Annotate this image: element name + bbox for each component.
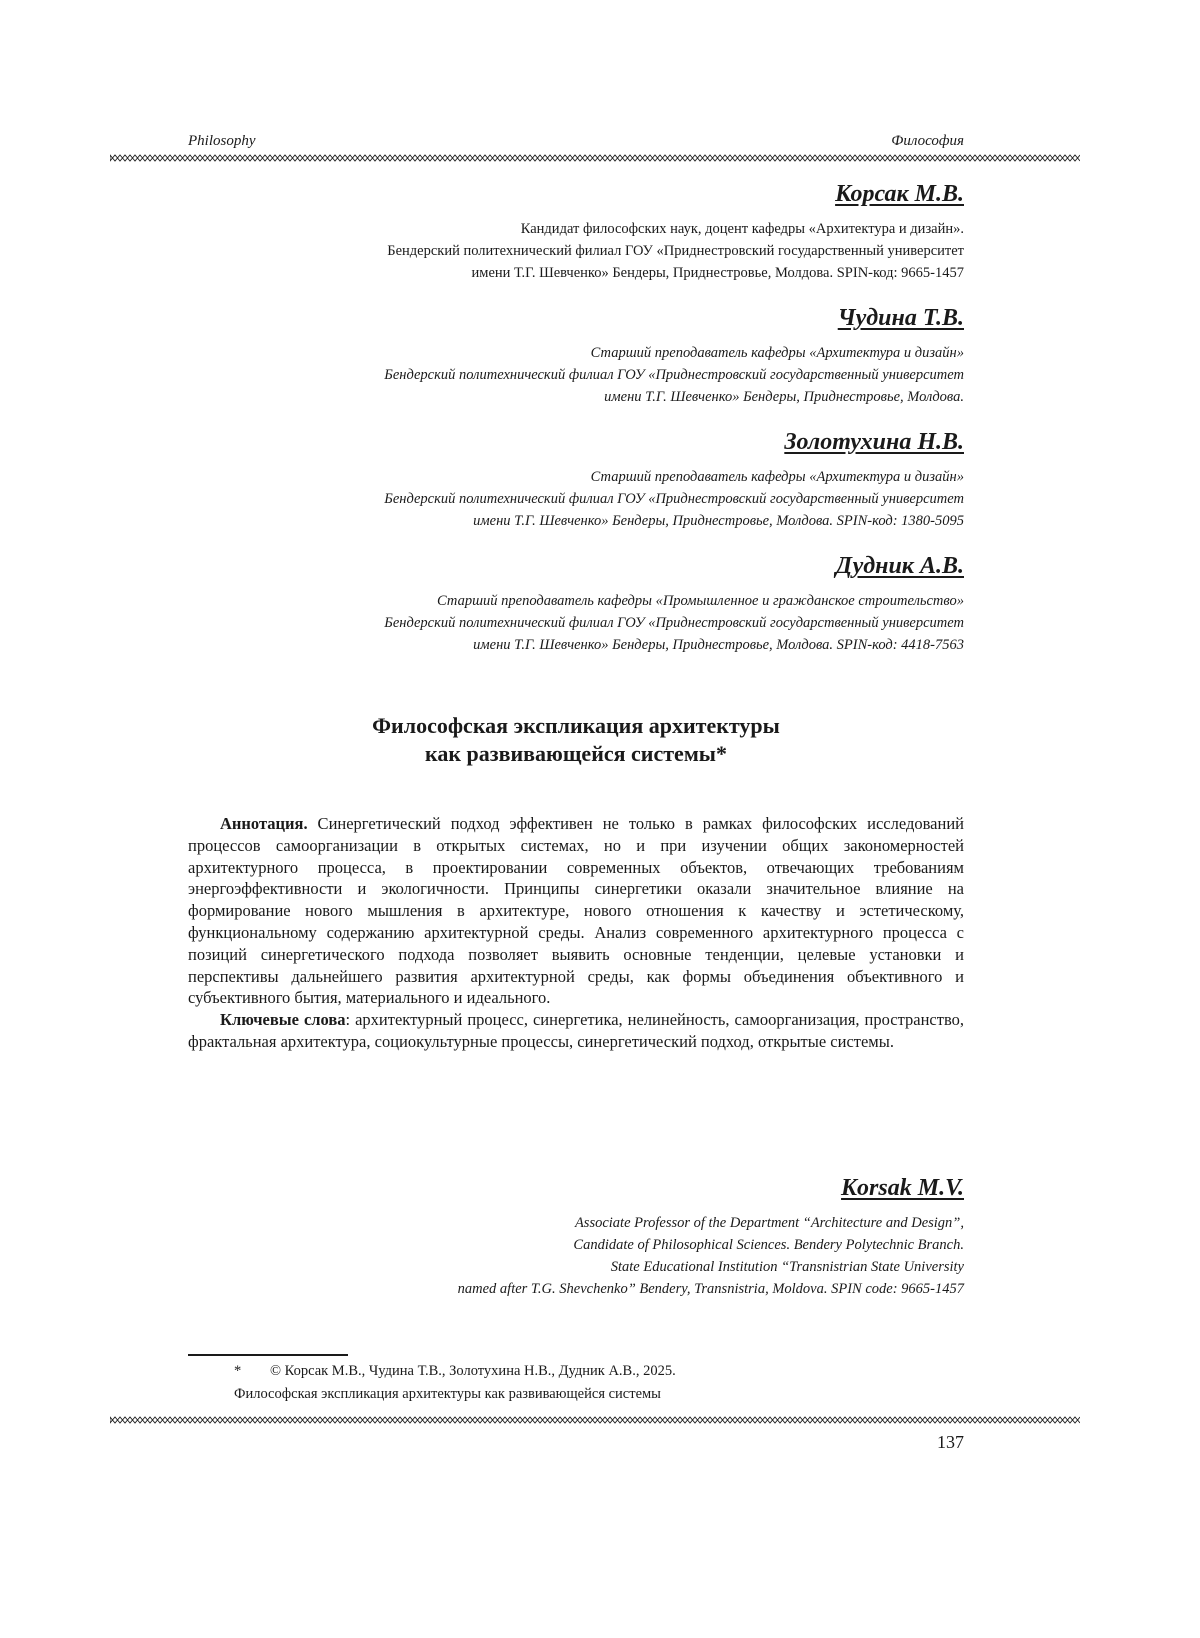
title-line-1: Философская экспликация архитектуры xyxy=(372,713,780,738)
author-name: Корсак М.В. xyxy=(835,181,964,207)
bottom-ornament-divider xyxy=(110,1415,1080,1425)
author-affiliation-line: Бендерский политехнический филиал ГОУ «Приднестровский государственный университет xyxy=(384,615,964,631)
author-affiliation-line: Старший преподаватель кафедры «Архитектура и дизайн» xyxy=(590,469,964,485)
author-block-3 xyxy=(188,428,964,532)
author-block-4 xyxy=(188,552,964,656)
footnote-mark: * xyxy=(234,1363,242,1379)
author-block-1 xyxy=(188,180,964,284)
header-right: Философия xyxy=(891,133,964,149)
footnote-title: Философская экспликация архитектуры как развивающейся системы xyxy=(234,1386,661,1402)
author-name: Korsak M.V. xyxy=(841,1175,964,1201)
footnote-copyright: © Корсак М.В., Чудина Т.В., Золотухина Н.В., Дудник А.В., 2025. xyxy=(270,1363,676,1379)
author-affiliation-line: Бендерский политехнический филиал ГОУ «Приднестровский государственный университет xyxy=(387,243,964,259)
page-number: 137 xyxy=(937,1432,964,1452)
title-line-2: как развивающейся системы* xyxy=(425,741,727,766)
author-name: Золотухина Н.В. xyxy=(784,429,964,455)
author-affiliation-line: Старший преподаватель кафедры «Архитектура и дизайн» xyxy=(590,345,964,361)
keywords-paragraph xyxy=(188,1009,964,1053)
author-affiliation-line: Бендерский политехнический филиал ГОУ «Приднестровский государственный университет xyxy=(384,367,964,383)
abstract-section xyxy=(188,813,964,1053)
footnote-separator xyxy=(188,1354,348,1356)
header-left: Philosophy xyxy=(188,133,256,149)
author-affiliation-line: имени Т.Г. Шевченко» Бендеры, Приднестровье, Молдова. SPIN-код: 9665-1457 xyxy=(471,265,964,281)
author-affiliation-line: Старший преподаватель кафедры «Промышленное и гражданское строительство» xyxy=(437,593,964,609)
author-affiliation-line: Бендерский политехнический филиал ГОУ «Приднестровский государственный университет xyxy=(384,491,964,507)
keywords-label: Ключевые слова xyxy=(220,1010,346,1030)
author-affiliation-line: имени Т.Г. Шевченко» Бендеры, Приднестровье, Молдова. xyxy=(604,389,964,405)
author-affiliation-line: State Educational Institution “Transnistrian State University xyxy=(610,1259,964,1275)
abstract-text: Синергетический подход эффективен не только в рамках философских исследований процессов самоорганизации в открытых системах, но и при изучении общих закономерностей архитектурного процесса, в проектировании современных объектов, отвечающих требованиям энергоэффективности и экологичности. Принципы синергетики оказали значительное влияние на формирование нового мышления в архитектуре, нового отношения к качеству и эстетическому, функциональному содержанию архитектурной среды. Анализ современного архитектурного процесса с позиций синергетического подхода позволяет выявить основные тенденции, целевые установки и перспективы дальнейшего развития архитектурной среды, как формы объединения объективного и субъективного бытия, материального и идеального. xyxy=(188,814,964,1008)
author-name: Дудник А.В. xyxy=(835,553,964,579)
article-title xyxy=(188,712,964,768)
author-affiliation-line: имени Т.Г. Шевченко» Бендеры, Приднестровье, Молдова. SPIN-код: 1380-5095 xyxy=(473,513,964,529)
keywords-text: : архитектурный процесс, синергетика, нелинейность, самоорганизация, пространство, фрактальная архитектура, социокультурные процессы, синергетический подход, открытые системы. xyxy=(188,1010,965,1051)
footnote xyxy=(188,1360,964,1406)
author-affiliation-line: Associate Professor of the Department “Architecture and Design”, xyxy=(574,1215,964,1231)
author-affiliation-line: имени Т.Г. Шевченко» Бендеры, Приднестровье, Молдова. SPIN-код: 4418-7563 xyxy=(473,637,964,653)
author-block-en xyxy=(188,1174,964,1300)
abstract-label: Аннотация. xyxy=(220,814,308,833)
author-affiliation-line: named after T.G. Shevchenko” Bendery, Transnistria, Moldova. SPIN code: 9665-1457 xyxy=(457,1281,964,1297)
author-affiliation-line: Candidate of Philosophical Sciences. Bendery Polytechnic Branch. xyxy=(573,1237,964,1253)
author-affiliation-line: Кандидат философских наук, доцент кафедры «Архитектура и дизайн». xyxy=(520,221,964,237)
top-ornament-divider xyxy=(110,153,1080,163)
author-block-2 xyxy=(188,304,964,408)
abstract-paragraph xyxy=(188,813,964,1009)
author-name: Чудина Т.В. xyxy=(837,305,964,331)
running-header xyxy=(188,133,964,150)
